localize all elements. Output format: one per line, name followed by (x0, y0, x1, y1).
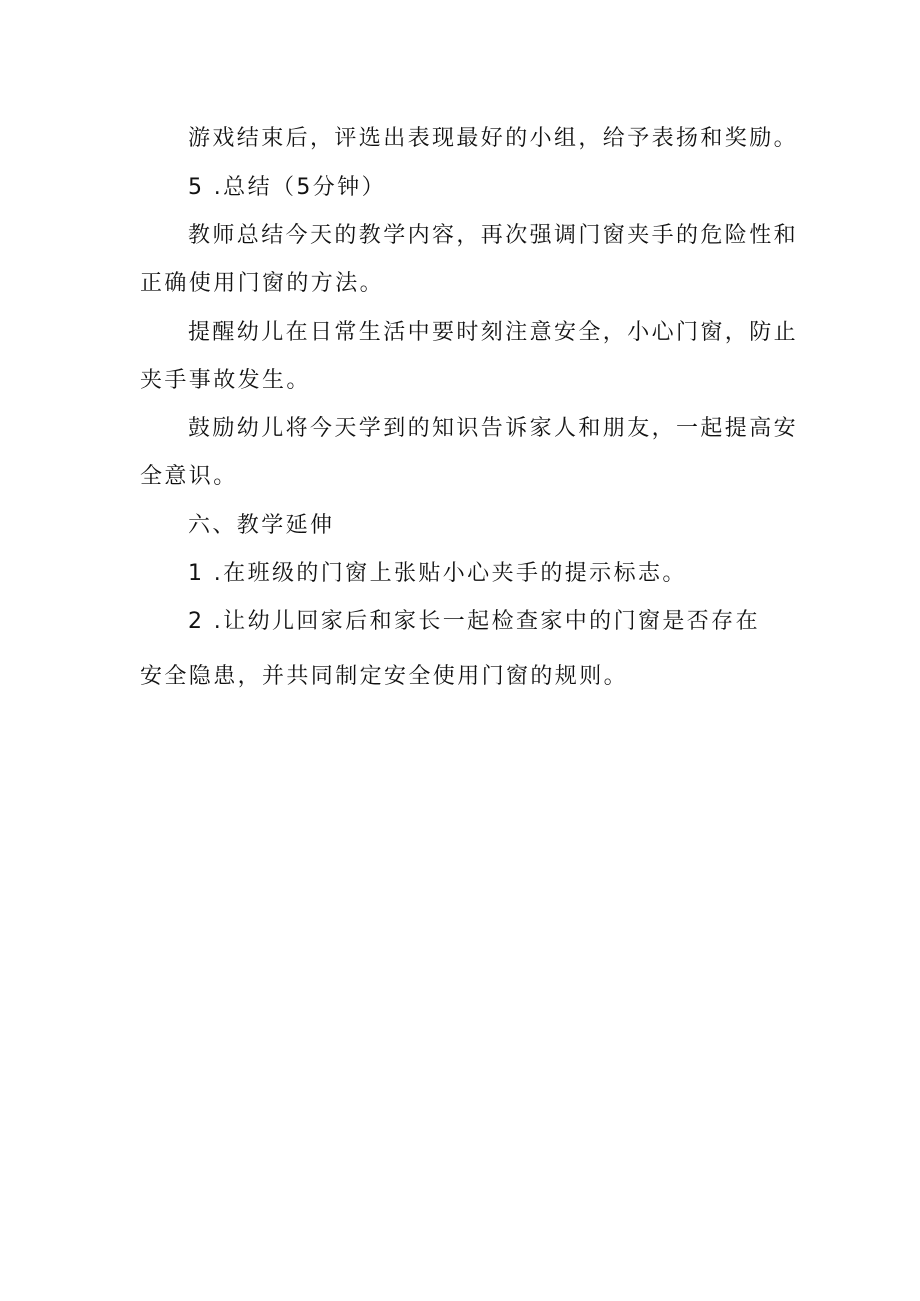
paragraph-encourage-line-1: 鼓励幼儿将今天学到的知识告诉家人和朋友，一起提高安 (188, 416, 799, 441)
paragraph-teacher-summary-line-1: 教师总结今天的教学内容，再次强调门窗夹手的危险性和 (188, 223, 799, 248)
paragraph-reminder-line-2: 夹手事故发生。 (140, 368, 311, 393)
list-item-2-line-1: 2 .让幼儿回家后和家长一起检查家中的门窗是否存在 (188, 609, 760, 634)
list-item-1: 1 .在班级的门窗上张贴小心夹手的提示标志。 (188, 561, 687, 586)
paragraph-game-end: 游戏结束后，评选出表现最好的小组，给予表扬和奖励。 (188, 126, 799, 151)
section-heading-extension: 六、教学延伸 (188, 513, 335, 538)
paragraph-teacher-summary-line-2: 正确使用门窗的方法。 (140, 271, 385, 296)
list-item-2-line-2: 安全隐患，并共同制定安全使用门窗的规则。 (140, 664, 629, 689)
paragraph-reminder-line-1: 提醒幼儿在日常生活中要时刻注意安全，小心门窗，防止 (188, 320, 799, 345)
section-heading-summary: 5 .总结（5分钟） (188, 175, 386, 200)
paragraph-encourage-line-2: 全意识。 (140, 464, 238, 489)
